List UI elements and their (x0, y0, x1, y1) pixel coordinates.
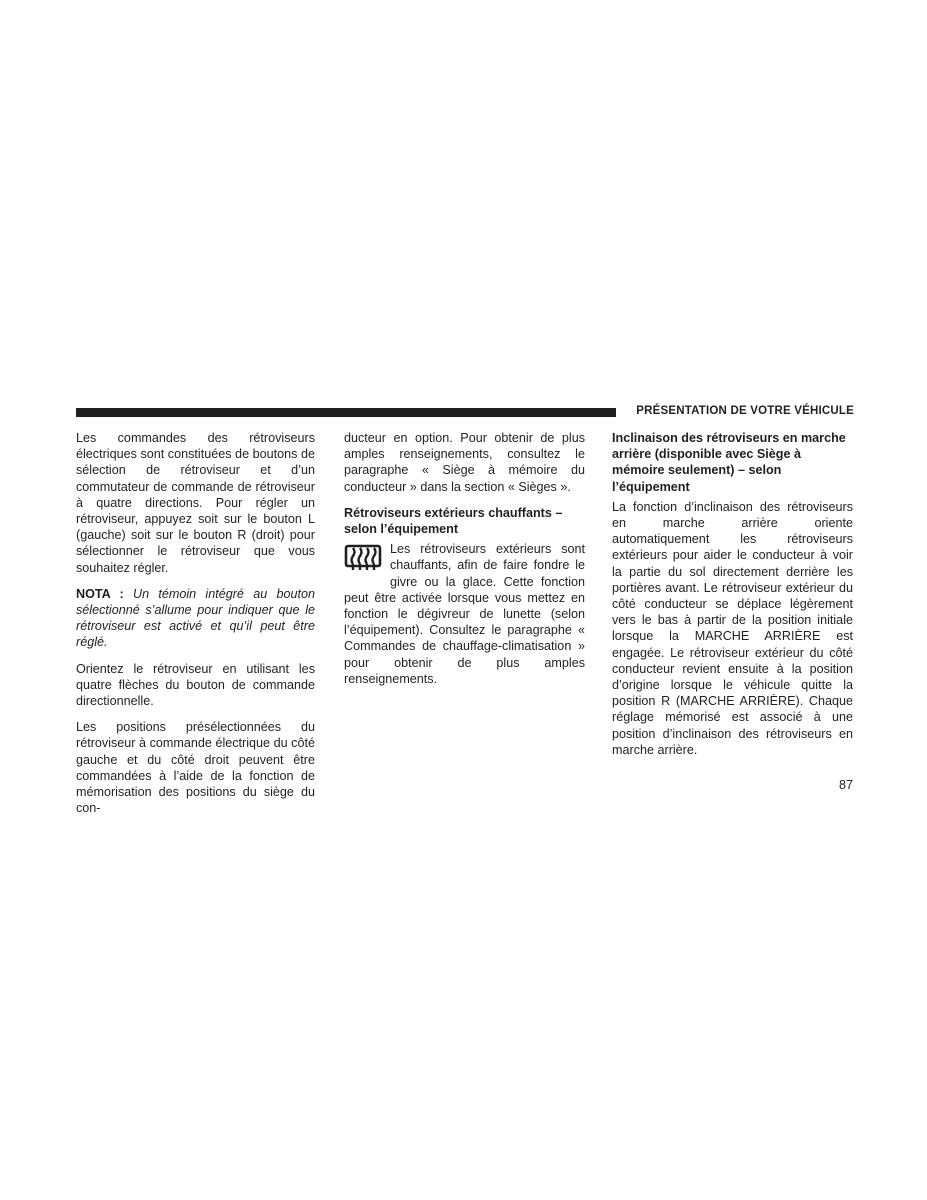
section-title: PRÉSENTATION DE VOTRE VÉHICULE (636, 405, 854, 417)
column-left (76, 430, 315, 826)
section-heading: Rétroviseurs extérieurs chauffants – selon l’équipement (344, 505, 563, 537)
column-right (612, 430, 853, 768)
paragraph: Les positions présélectionnées du rétroviseur à commande électrique du côté gauche et du côté droit peuvent être commandées à l’aide de la fonction de mémorisation des positions du siège du con- (76, 720, 315, 816)
section-heading: Inclinaison des rétroviseurs en marche arrière (disponible avec Siège à mémoire seulement) – selon l’équipement (612, 431, 846, 494)
paragraph: Orientez le rétroviseur en utilisant les quatre flèches du bouton de commande directionnelle. (76, 661, 315, 709)
column-middle (344, 430, 585, 697)
page-number: 87 (838, 778, 853, 792)
note-paragraph (76, 586, 315, 651)
note-text: Un témoin intégré au bouton sélectionné s’allume pour indiquer que le rétroviseur est activé et qu’il peut être réglé. (76, 586, 315, 650)
paragraph: Les commandes des rétroviseurs électriques sont constituées de boutons de sélection de rétroviseur et d’un commutateur de commande de rétroviseur à quatre directions. Pour régler un rétroviseur, appuyez soit sur le bouton L (gauche) soit sur le bouton R (droit) pour sélectionner le rétroviseur que vous souhaitez régler. (76, 431, 315, 575)
paragraph: La fonction d’inclinaison des rétroviseurs en marche arrière oriente automatiquement les rétroviseurs extérieurs pour aider le conducteur à voir la partie du sol directement derrière les portières avant. Le rétroviseur extérieur du côté conducteur se déplace légèrement vers le bas à partir de la position initiale lorsque la MARCHE ARRIÈRE est engagée. Le rétroviseur extérieur du côté conducteur revient ensuite à la position d’origine lorsque le véhicule quitte la position R (MARCHE ARRIÈRE). Chaque réglage mémorisé est associé à une position d’inclinaison des rétroviseurs en marche arrière. (612, 499, 853, 757)
note-label: NOTA : (76, 586, 124, 601)
rear-defrost-icon (344, 543, 382, 573)
paragraph: ducteur en option. Pour obtenir de plus amples renseignements, consultez le paragraphe « Siège à mémoire du conducteur » dans la section « Sièges ». (344, 431, 585, 494)
paragraph: Les rétroviseurs extérieurs sont chauffants, afin de faire fondre le givre ou la glace. Cette fonction peut être activée lorsque vous mettez en fonction le dégivreur de lunette (selon l’équipement). Consultez le paragraphe « Commandes de chauffage-climatisation » pour obtenir de plus amples renseignements. (344, 542, 585, 686)
header-rule (76, 408, 616, 417)
